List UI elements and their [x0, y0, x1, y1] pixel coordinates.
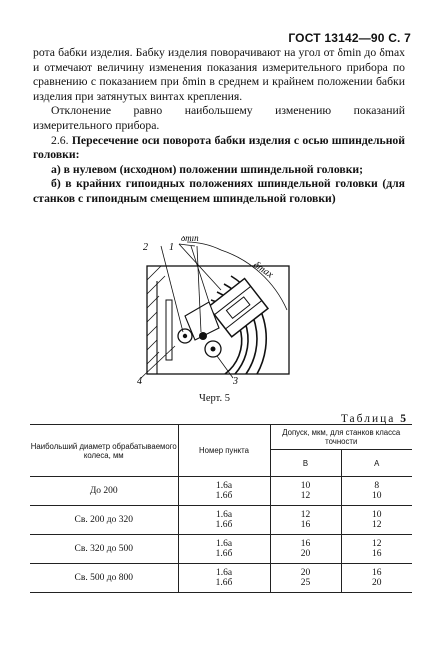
paragraph-2: Отклонение равно наибольшему изменению показаний измерительного прибора. — [33, 104, 405, 132]
paragraph-3 — [33, 134, 405, 163]
table-number: 5 — [400, 413, 406, 425]
label-3: 3 — [233, 376, 238, 386]
label-4: 4 — [137, 376, 142, 386]
ruler-bar — [166, 300, 172, 360]
table-row — [30, 477, 412, 506]
section-heading: Пересечение оси поворота бабки изделия с осью шпиндельной головки: — [33, 133, 406, 162]
cell-diameter: Св. 200 до 320 — [30, 506, 178, 535]
cell-item: 1.6а 1.6б — [178, 535, 270, 564]
cell-diameter: До 200 — [30, 477, 178, 506]
cell-diameter: Св. 500 до 800 — [30, 564, 178, 593]
paragraph-5: б) в крайних гипоидных положениях шпиндельной головки (для станков с гипоидным смещением шпиндельной головки) — [33, 177, 405, 205]
cell-item: 1.6а 1.6б — [178, 477, 270, 506]
cell-item: 1.6а 1.6б — [178, 564, 270, 593]
header-item-number: Номер пункта — [178, 425, 270, 477]
cell-class-b: 20 25 — [270, 564, 341, 593]
section-number: 2.6. — [51, 133, 69, 147]
header-class-b: В — [270, 450, 341, 477]
paragraph-4: а) в нулевом (исходном) положении шпиндельной головки; — [51, 162, 364, 176]
label-delta-max: δmax — [251, 259, 276, 281]
cell-class-a: 16 20 — [341, 564, 412, 593]
header-diameter: Наибольший диаметр обрабатываемого колеса, мм — [30, 425, 178, 477]
cell-class-b: 16 20 — [270, 535, 341, 564]
label-1: 1 — [169, 242, 174, 253]
technical-drawing — [125, 236, 300, 386]
cell-class-a: 12 16 — [341, 535, 412, 564]
table-title-text: Таблица — [340, 413, 401, 425]
body-text — [33, 46, 405, 207]
cell-class-a: 8 10 — [341, 477, 412, 506]
table-row — [30, 535, 412, 564]
cell-class-b: 12 16 — [270, 506, 341, 535]
tolerance-table — [30, 424, 412, 593]
label-2: 2 — [143, 242, 148, 253]
figure-caption: Черт. 5 — [199, 393, 230, 404]
header-tolerance: Допуск, мкм, для станков класса точности — [270, 425, 412, 450]
table-row — [30, 506, 412, 535]
cell-class-b: 10 12 — [270, 477, 341, 506]
cell-diameter: Св. 320 до 500 — [30, 535, 178, 564]
label-delta-min: δmin — [181, 236, 199, 243]
paragraph-1: рота бабки изделия. Бабку изделия поворачивают на угол от δmin до δmax и отмечают величину изменения показания измерительного прибора по сравнению с показанием при δmin в среднем и крайнем положении бабки изделия при затянутых винтах крепления. — [33, 46, 405, 103]
page-header: ГОСТ 13142—90 С. 7 — [288, 31, 411, 45]
table-row — [30, 564, 412, 593]
hatch-left — [147, 266, 165, 364]
cell-class-a: 10 12 — [341, 506, 412, 535]
cell-item: 1.6а 1.6б — [178, 506, 270, 535]
header-class-a: А — [341, 450, 412, 477]
